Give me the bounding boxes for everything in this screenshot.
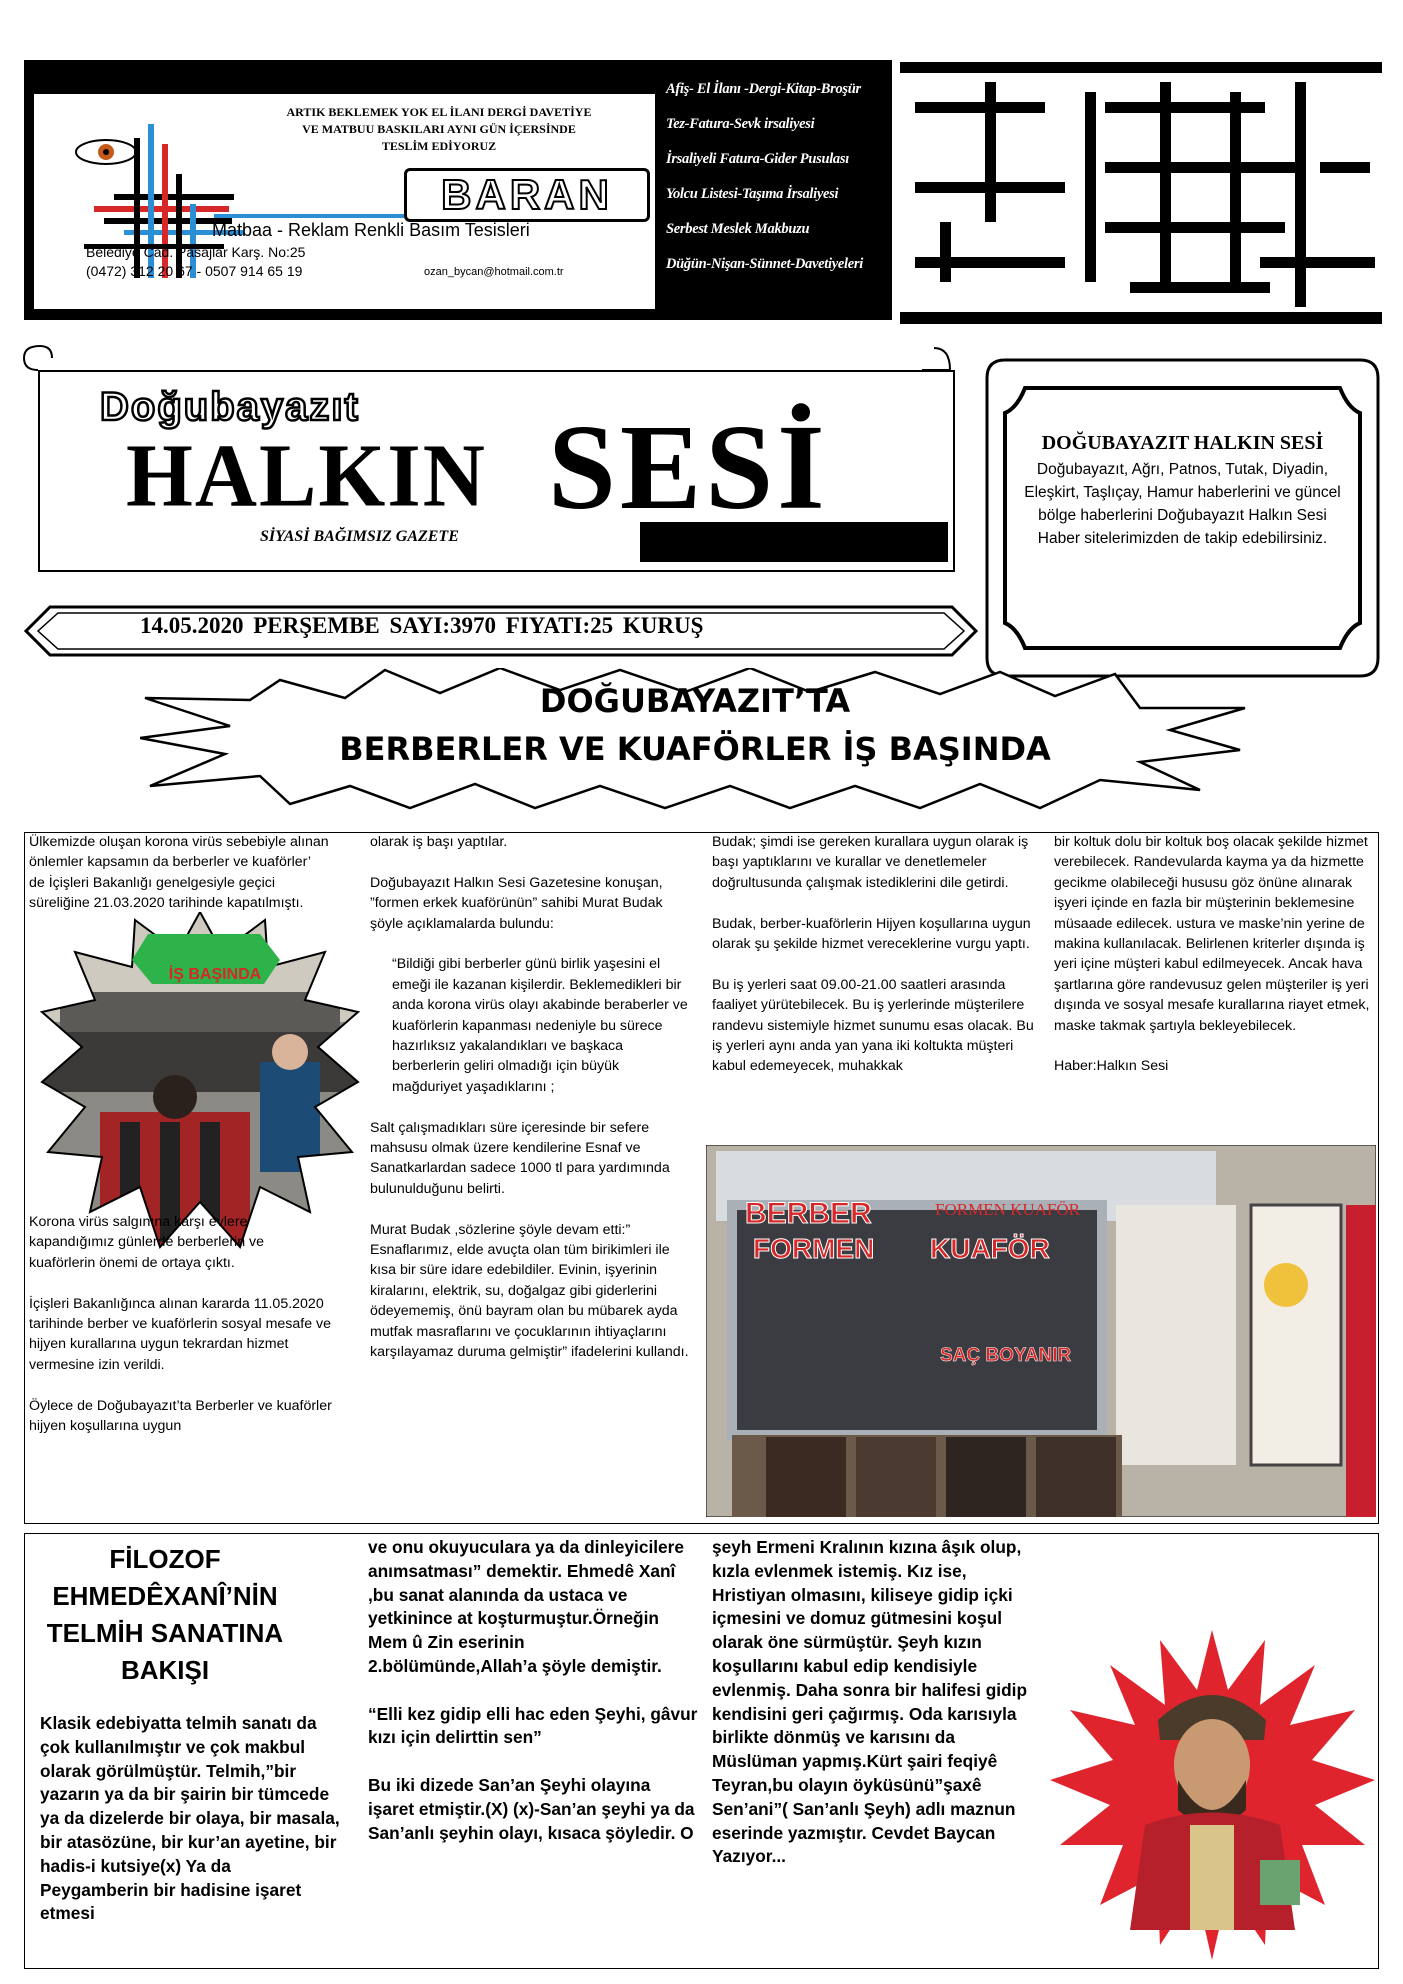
ad-subtitle: Matbaa - Reklam Renkli Basım Tesisleri (212, 220, 530, 240)
paragraph: Doğubayazıt Halkın Sesi Gazetesine konuşan, ”formen erkek kuaförünün” sahibi Murat Budak şöyle açıklamalarda bulundu: (370, 874, 663, 932)
paragraph: bir koltuk dolu bir koltuk boş olacak şekilde hizmet verebilecek. Randevularda kayma ya da hizmette gecikme olabileceği hususu göz önüne alınarak işyeri içinde en fazla bir müşterinin beklemesine müsaade edilecek. ustura ve maske’nin yerine de makina kullanılacak. Belirlenen kriterler dışında iş yeri içine müşteri kabul edilmeyecek. Ancak hava şartlarına göre randevusuz gelen müşteriler iş yeri dışında ve sosyal mesafe kurallarına riayet etmek, maske takmak şartıyla bekleyebilecek. (1054, 834, 1370, 1034)
ad-notice-line: VE MATBUU BASKILARI AYNI GÜN İÇERSİNDE (302, 122, 576, 136)
paragraph: Öylece de Doğubayazıt’ta Berberler ve kuaförler hijyen koşullarına uygun (29, 1397, 332, 1435)
paragraph: ve onu okuyuculara ya da dinleyicilere anımsatması” demektir. Ehmedê Xanî ,bu sanat alanında da ustaca ve yetkinince at koşturmuştur.Örneğin Mem û Zin eserinin 2.bölümünde,Allah’a şöyle demiştir. (368, 1537, 684, 1676)
ad-phone: (0472) 312 20 67 - 0507 914 65 19 (86, 263, 303, 279)
info-box-text: Doğubayazıt, Ağrı, Patnos, Tutak, Diyadin, Eleşkirt, Taşlıçay, Hamur haberlerini ve güncel bölge haberlerini Doğubayazıt Halkın Sesi Haber sitelerimizden de takip edebilirsiniz. (1024, 461, 1341, 547)
ad-notice-line: ARTIK BEKLEMEK YOK EL İLANI DERGİ DAVETİYE (286, 105, 592, 119)
issue-line: 14.05.2020 PERŞEMBE SAYI:3970 FIYATI:25 KURUŞ (140, 613, 704, 638)
article-barbers-col1-lower (29, 1212, 345, 1436)
article-ehmedexani-title: FİLOZOF EHMEDÊXANÎ’NİN TELMİH SANATINA BAKIŞI (46, 1544, 284, 1685)
paragraph: Salt çalışmadıkları süre içeresinde bir sefere mahsusu olmak üzere kendilerine Esnaf ve Sanatkarlardan sadece 1000 tl para yardımında bulunulduğunu belirti. (370, 1119, 670, 1197)
ad-service-item: Düğün-Nişan-Sünnet-Davetiyeleri (666, 256, 863, 272)
barber-photo (40, 912, 360, 1250)
byline: Haber:Halkın Sesi (1054, 1058, 1169, 1075)
paragraph: Ülkemizde oluşan korona virüs sebebiyle alınan önlemler kapsamın da berberler ve kuaförler’ de İçişleri Bakanlığı genelgesiyle geçici süreliğine 21.03.2020 tarihinde kapatılmıştı. (29, 834, 329, 912)
masthead-small-title: Doğubayazıt (100, 385, 360, 429)
headline-line1: DOĞUBAYAZIT’TA (539, 682, 851, 720)
masthead-title-part2: SESİ (548, 400, 829, 535)
ad-address: Belediye Cad. Pasajlar Karş. No:25 (86, 244, 306, 260)
paragraph: Korona virüs salgınına karşı evlere kapandığımız günlerde berberlerin ve kuaförlerin önemi de ortaya çıktı. (29, 1214, 265, 1271)
masthead-founded: KURULUŞ: 1 ŞUBAT 2002 (640, 532, 857, 553)
ad-services-list (666, 72, 888, 282)
ad-service-item: Tez-Fatura-Sevk irsaliyesi (666, 116, 815, 132)
paragraph: Bu iki dizede San’an Şeyhi olayına işaret etmiştir.(X) (x)-San’an şeyhi ya da San’anlı şeyhin olayı, kısaca şöyledir. O (368, 1774, 695, 1843)
ad-email: ozan_bycan@hotmail.com.tr (424, 266, 564, 278)
ad-brand: BARAN (404, 168, 650, 222)
paragraph: İçişleri Bakanlığınca alınan kararda 11.05.2020 tarihinde berber ve kuaförlerin sosyal mesafe ve hijyen kurallarına uygun tekrardan hizmet vermesine izin verildi. (29, 1295, 332, 1373)
masthead-tagline: SİYASİ BAĞIMSIZ GAZETE (260, 528, 459, 545)
ad-service-item: İrsaliyeli Fatura-Gider Pusulası (666, 151, 849, 167)
paragraph: Klasik edebiyatta telmih sanatı da çok kullanılmıştır ve çok makbul olarak görülmüştür. Telmih,”bir yazarın ya da bir şairin bir tümcede ya da dizelerde bir olaya, bir masala, bir atasözüne, bir kur’an ayetine, bir hadis-i kutsiye(x) Ya da Peygamberin bir hadisine işaret etmesi (40, 1713, 340, 1924)
ehmedexani-portrait (1050, 1630, 1375, 1960)
article-ehmedexani-col1 (40, 1712, 340, 1926)
article-ehmedexani-col2 (368, 1536, 698, 1845)
ad-service-item: Afiş- El İlanı -Dergi-Kitap-Broşür (666, 81, 861, 97)
article-barbers-col2 (370, 832, 692, 1363)
ad-accent-line (214, 214, 404, 218)
info-box-title: DOĞUBAYAZIT HALKIN SESİ (1041, 432, 1324, 454)
shop-sign-formen: FORMEN (753, 1233, 875, 1264)
shop-sign-berber: BERBER (745, 1197, 872, 1230)
paragraph: Murat Budak ,sözlerine şöyle devam etti:” Esnaflarımız, elde avuçta olan tüm birikimleri ile kısa bir süre idare edebildiler. Evinin, işyerinin kiralarını, elektrik, su, doğalgaz gibi giderlerini ödeyememiş, önü bayram olan bu mübarek ayda mutfak masraflarını ve çocuklarının ihtiyaçlarını karşılayamaz duruma gelmiştir” ifadelerini kullandı. (370, 1221, 689, 1361)
shop-sign-kuafor: KUAFÖR (930, 1233, 1050, 1264)
barber-photo-caption: İŞ BAŞINDA (168, 966, 262, 983)
headline-line2: BERBERLER VE KUAFÖRLER İŞ BAŞINDA (339, 730, 1051, 768)
quote-paragraph: “Bildiği gibi berberler günü birlik yaşesini el emeği ile kazanan kişilerdir. Beklemedikleri bir anda korona virüs olayı akabinde beraberler ve kuaförlerin kapanması nedeniyle bu sürece hazırlıksız yakalandıkları ve başkaca berberlerin geliri olmadığı için büyük mağduriyet yaşadıklarını ; (392, 956, 688, 1095)
ad-notice-line: TESLİM EDİYORUZ (381, 139, 497, 153)
shop-sign-formen-kuafor: FORMEN KUAFÖR (935, 1200, 1080, 1219)
article-barbers-col4 (1054, 832, 1372, 1077)
decorative-motif (900, 62, 1382, 324)
ad-service-item: Yolcu Listesi-Taşıma İrsaliyesi (666, 186, 839, 202)
quote-paragraph: “Elli kez gidip elli hac eden Şeyhi, gâvur kızı için delirttin sen” (368, 1703, 698, 1748)
masthead-title-part1: HALKIN (126, 424, 487, 526)
ad-notice (214, 104, 664, 155)
shop-sign-sac-boyanir: SAÇ BOYANIR (940, 1345, 1072, 1366)
paragraph: Budak, berber-kuaförlerin Hijyen koşullarına uygun olarak şu şekilde hizmet vereceklerine vurgu yaptı. (712, 915, 1031, 953)
paragraph: Budak; şimdi ise gereken kurallara uygun olarak iş başı yaptıklarını ve kurallar ve denetlemeler doğrultusunda çalışmak istediklerini dile getirdi. (712, 834, 1029, 891)
article-ehmedexani-col3 (712, 1536, 1032, 1869)
paragraph: şeyh Ermeni Kralının kızına âşık olup, kızla evlenmek istemiş. Kız ise, Hristiyan olmasını, kiliseye gidip içki içmesini ve domuz gütmesini koşul olarak öne sürmüştür. Şeyh kızın koşullarını kabul edip kendisiyle evlenmiş. Daha sonra bir halifesi gidip kendisini geri çağırmış. Oda karısıyla birlikte dönmüş ve karısını da Müslüman yapmış.Kürt şairi feqiyê Teyran,bu olayın öyküsünü”şaxê Sen’ani”( San’anlı Şeyh) adlı maznun eserinde yazmıştır. Cevdet Baycan Yazıyor... (712, 1537, 1027, 1867)
paragraph: olarak iş başı yaptılar. (370, 834, 508, 850)
ad-banner (24, 60, 892, 320)
article-barbers-col3 (712, 832, 1034, 1077)
paragraph: Bu iş yerleri saat 09.00-21.00 saatleri arasında faaliyet yürütebilecek. Bu iş yerlerinde müşterilere randevu sistemiyle hizmet sunumu esas olacak. Bu iş yerleri aynı anda yan yana iki koltukta müşteri kabul edemeyecek, muhakkak (712, 976, 1034, 1075)
ad-service-item: Serbest Meslek Makbuzu (666, 221, 810, 237)
